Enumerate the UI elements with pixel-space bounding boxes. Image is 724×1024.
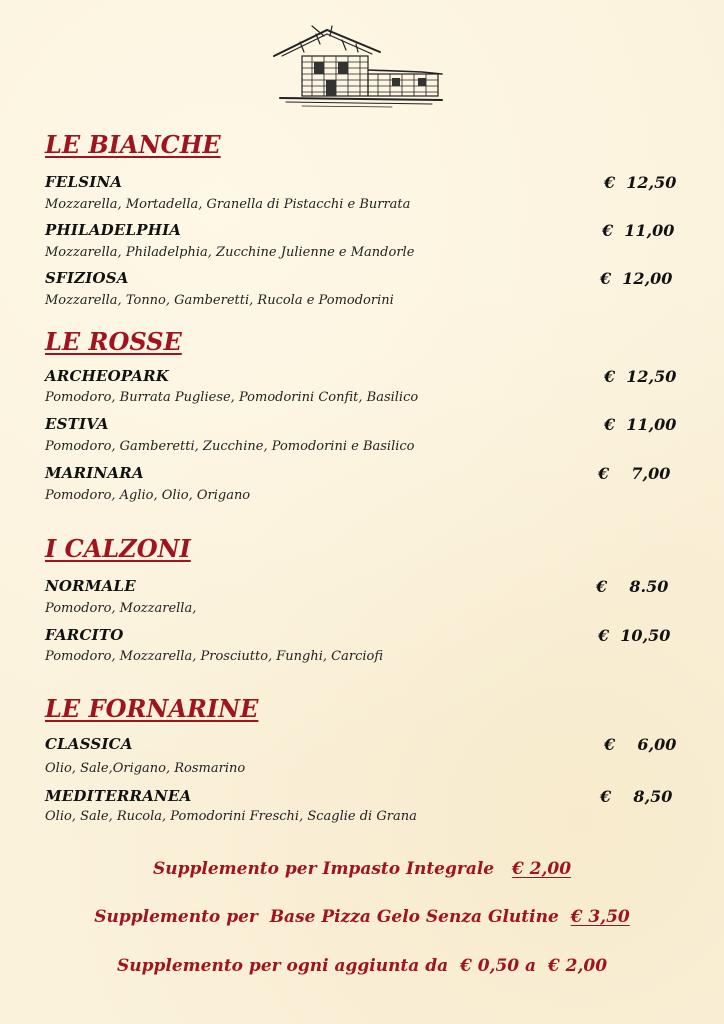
supplement-amount: € 3,50: [570, 907, 630, 927]
item-name: ESTIVA: [45, 415, 109, 433]
supplement-integrale: [0, 861, 724, 878]
item-price: € 12,00: [600, 269, 673, 288]
item-name: PHILADELPHIA: [45, 221, 182, 239]
item-name: FELSINA: [45, 173, 123, 191]
item-name: CLASSICA: [45, 735, 133, 753]
supplement-senza-glutine: [0, 909, 724, 926]
item-name: ARCHEOPARK: [45, 367, 170, 385]
item-price: € 12,50: [604, 173, 677, 192]
item-price: € 6,00: [604, 735, 677, 754]
section-title-le-fornarine: LE FORNARINE: [45, 694, 259, 723]
item-description: Pomodoro, Burrata Pugliese, Pomodorini Confit, Basilico: [45, 390, 419, 405]
wooden-house-sketch-icon: [272, 22, 448, 112]
section-title-le-bianche: LE BIANCHE: [45, 130, 221, 159]
item-price: € 11,00: [602, 221, 675, 240]
item-price: € 11,00: [604, 415, 677, 434]
item-name: NORMALE: [45, 577, 136, 595]
item-price: € 8,50: [600, 787, 673, 806]
item-name: MEDITERRANEA: [45, 787, 192, 805]
item-description: Olio, Sale, Rucola, Pomodorini Freschi, Scaglie di Grana: [45, 809, 417, 824]
supplement-text: Supplemento per ogni aggiunta da € 0,50 a € 2,00: [116, 956, 608, 976]
item-description: Mozzarella, Tonno, Gamberetti, Rucola e Pomodorini: [45, 293, 394, 308]
item-description: Pomodoro, Mozzarella,: [45, 601, 197, 616]
item-name: MARINARA: [45, 464, 144, 482]
section-title-i-calzoni: I CALZONI: [45, 534, 191, 563]
item-price: € 12,50: [604, 367, 677, 386]
item-price: € 7,00: [598, 464, 671, 483]
supplement-aggiunta: [0, 958, 724, 975]
supplement-text: Supplemento per Base Pizza Gelo Senza Glutine: [94, 907, 571, 927]
item-description: Mozzarella, Philadelphia, Zucchine Julienne e Mandorle: [45, 245, 415, 260]
section-title-le-rosse: LE ROSSE: [45, 327, 182, 356]
item-name: FARCITO: [45, 626, 124, 644]
item-description: Pomodoro, Mozzarella, Prosciutto, Funghi, Carciofi: [45, 649, 384, 664]
item-price: € 10,50: [598, 626, 671, 645]
item-price: € 8.50: [596, 577, 669, 596]
supplement-text: Supplemento per Impasto Integrale: [152, 859, 512, 879]
supplement-amount: € 2,00: [511, 859, 572, 879]
item-name: SFIZIOSA: [45, 269, 129, 287]
item-description: Pomodoro, Gamberetti, Zucchine, Pomodorini e Basilico: [45, 439, 415, 454]
item-description: Pomodoro, Aglio, Olio, Origano: [45, 488, 251, 503]
item-description: Olio, Sale,Origano, Rosmarino: [45, 761, 246, 776]
item-description: Mozzarella, Mortadella, Granella di Pistacchi e Burrata: [45, 197, 411, 212]
